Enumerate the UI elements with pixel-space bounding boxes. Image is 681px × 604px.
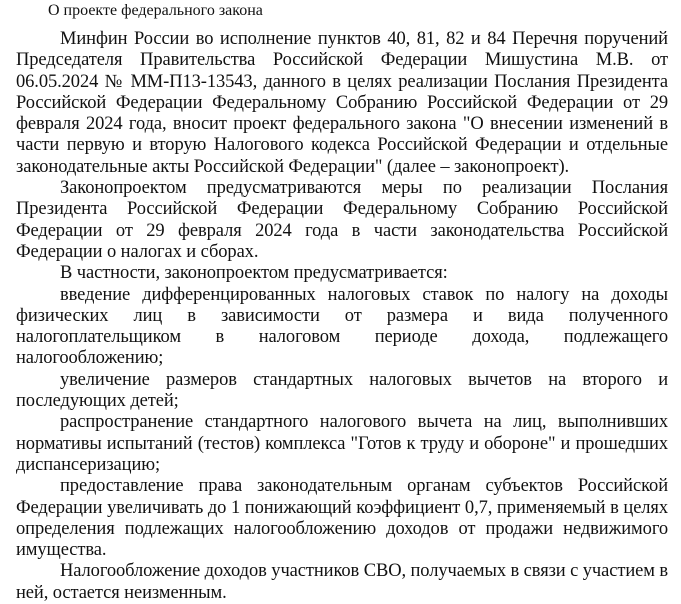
paragraph-svo-taxation: Налогообложение доходов участников СВО, получаемых в связи с участием в ней, остается неизменным.: [16, 561, 669, 603]
paragraph-ministry-submission: Минфин России во исполнение пунктов 40, 81, 82 и 84 Перечня поручений Председателя Правительства Российской Федерации Мишустина М.В. от 06.05.2024 № ММ-П13-13543, данного в целях реализации Послания Президента Российской Федерации Федеральному Собранию Российской Федерации от 29 февраля 2024 года, вносит проект федерального закона "О внесении изменений в части первую и вторую Налогового кодекса Российской Федерации и отдельные законодательные акты Российской Федерации" (далее – законопроект).: [16, 29, 668, 177]
paragraph-in-particular: В частности, законопроектом предусматривается:: [60, 263, 448, 284]
document-page: [16, 0, 668, 604]
paragraph-regional-coefficient: предоставление права законодательным органам субъектов Российской Федерации увеличивать до 1 понижающий коэффициент 0,7, применяемый в целях определения подлежащих налогообложению доходов от продажи недвижимого имущества.: [16, 476, 668, 561]
paragraph-differentiated-rates: введение дифференцированных налоговых ставок по налогу на доходы физических лиц в зависимости от размера и вида полученного налогоплательщиком в налоговом периоде дохода, подлежащего налогообложению;: [16, 284, 668, 369]
paragraph-bill-measures: Законопроектом предусматриваются меры по реализации Послания Президента Российской Федерации Федеральному Собранию Российской Федерации от 29 февраля 2024 года в части законодательства Российской Федерации о налогах и сборах.: [16, 178, 668, 262]
document-title: О проекте федерального закона: [48, 2, 263, 19]
paragraph-gto-deduction: распространение стандартного налогового вычета на лиц, выполнивших нормативы испытаний (тестов) комплекса "Готов к труду и обороне" и прошедших диспансеризацию;: [16, 412, 668, 475]
paragraph-child-deductions: увеличение размеров стандартных налоговых вычетов на второго и последующих детей;: [16, 369, 668, 412]
